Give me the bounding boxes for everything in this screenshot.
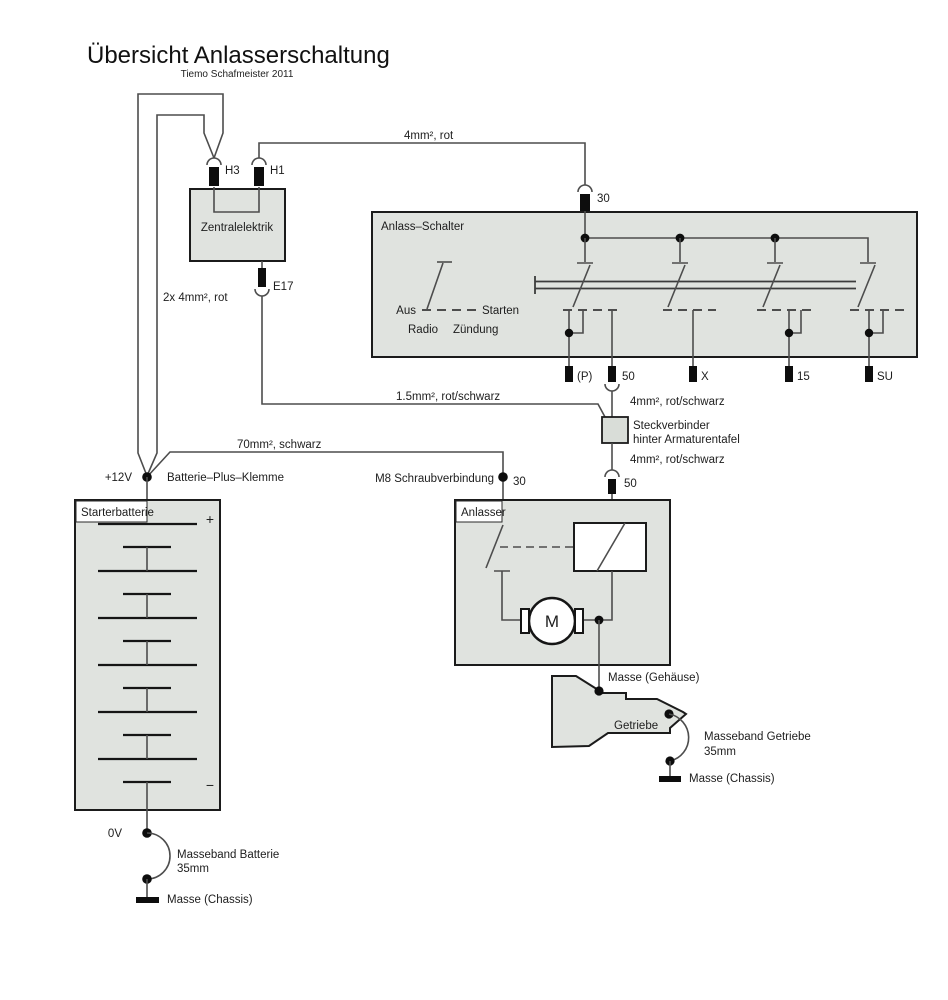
- zero-v-label: 0V: [107, 828, 122, 840]
- terminal-e17-label: E17: [273, 281, 294, 293]
- plug-arc-h1: [252, 158, 266, 165]
- terminal-30-label: 30: [597, 193, 610, 205]
- solenoid-box: [574, 523, 646, 571]
- pos-zuendung-label: Zündung: [453, 324, 499, 336]
- pos-aus-label: Aus: [396, 305, 416, 317]
- terminal-50: [608, 366, 616, 382]
- pos-starten-label: Starten: [482, 305, 520, 317]
- masseband-batterie-size: 35mm: [177, 863, 209, 875]
- motor-m-label: M: [544, 612, 560, 631]
- masseband-batterie-arc: [147, 833, 170, 879]
- terminal-h1: [254, 167, 264, 186]
- terminal-su: [865, 366, 873, 382]
- starterbatterie-label: Starterbatterie: [81, 507, 154, 519]
- terminal-x-label: X: [701, 371, 709, 383]
- terminal-h3: [209, 167, 219, 186]
- anlasser-component: [455, 500, 700, 691]
- terminal-su-label: SU: [877, 371, 893, 383]
- terminal-h1-label: H1: [270, 165, 285, 177]
- zentralelektrik-label: Zentralelektrik: [200, 222, 274, 234]
- terminal-50-anlasser-label: 50: [624, 478, 637, 490]
- wire-label-4mm-rs-bottom: 4mm², rot/schwarz: [630, 454, 725, 466]
- page-subtitle: Tiemo Schafmeister 2011: [180, 69, 294, 80]
- masseband-getriebe-label: Masseband Getriebe: [704, 731, 811, 743]
- m8-junction: [498, 472, 508, 482]
- plus-12v-label: +12V: [104, 472, 132, 484]
- chassis-ground-icon: [136, 897, 159, 903]
- pos-radio-label: Radio: [408, 324, 439, 336]
- masse-gehaeuse-label: Masse (Gehäuse): [608, 672, 700, 684]
- plug-arc-50-anlasser: [605, 470, 619, 477]
- chassis-ground-icon-getriebe: [659, 776, 681, 782]
- batterie-plus-klemme-label: Batterie–Plus–Klemme: [167, 472, 284, 484]
- motor-brush-left: [521, 609, 529, 633]
- junction-15: [785, 329, 793, 337]
- masse-chassis-label-battery: Masse (Chassis): [167, 894, 253, 906]
- terminal-30-anlasser-label: 30: [513, 476, 526, 488]
- battery-plus-sign: +: [205, 511, 215, 527]
- plug-arc-h3: [207, 158, 221, 165]
- anlass-schalter-label: Anlass–Schalter: [381, 221, 465, 233]
- plug-arc-30: [578, 185, 592, 192]
- masse-chassis-label-getriebe: Masse (Chassis): [689, 773, 775, 785]
- plug-arc-50: [605, 384, 619, 391]
- getriebe-label: Getriebe: [614, 720, 659, 732]
- anlass-schalter-component: [372, 185, 917, 391]
- wire-label-1-5mm: 1.5mm², rot/schwarz: [396, 391, 501, 403]
- battery-ground-strap: [108, 828, 279, 906]
- wire-label-2x4mm-rot: 2x 4mm², rot: [163, 292, 228, 304]
- terminal-30: [580, 194, 590, 211]
- steckverbinder-box: [602, 417, 628, 443]
- anlasser-label: Anlasser: [461, 507, 506, 519]
- battery-minus-sign: −: [205, 777, 215, 793]
- terminal-x: [689, 366, 697, 382]
- motor-brush-right: [575, 609, 583, 633]
- terminal-p: [565, 366, 573, 382]
- feed-wire-outer: [138, 94, 223, 476]
- plug-arc-e17: [255, 289, 269, 296]
- terminal-50-anlasser: [608, 479, 616, 494]
- switch-bottom-terminals: [565, 366, 893, 391]
- terminal-15: [785, 366, 793, 382]
- terminal-15-label: 15: [797, 371, 810, 383]
- feed-wires-battery-to-h3: [138, 94, 228, 476]
- masseband-batterie-label: Masseband Batterie: [177, 849, 280, 861]
- junction-p: [565, 329, 573, 337]
- masseband-getriebe-size: 35mm: [704, 746, 736, 758]
- terminal-e17: [258, 268, 266, 287]
- zentralelektrik-component: [190, 158, 293, 296]
- getriebe-wire-junction: [594, 686, 603, 695]
- terminal-50-label: 50: [622, 371, 635, 383]
- steckverbinder-label-2: hinter Armaturentafel: [633, 434, 740, 446]
- wire-h1-to-30: [259, 130, 585, 185]
- wire-label-70mm: 70mm², schwarz: [237, 439, 322, 451]
- wire-label-4mm-rot: 4mm², rot: [404, 130, 454, 142]
- wire-label-4mm-rs-top: 4mm², rot/schwarz: [630, 396, 725, 408]
- terminal-h3-label: H3: [225, 165, 240, 177]
- steckverbinder-label-1: Steckverbinder: [633, 420, 710, 432]
- page-title: Übersicht Anlasserschaltung: [87, 42, 390, 69]
- m8-label: M8 Schraubverbindung: [375, 473, 494, 485]
- getriebe-component: [552, 676, 811, 785]
- starterbatterie-component: [75, 477, 220, 833]
- terminal-p-label: (P): [577, 371, 593, 383]
- wire-4mm-rot: [259, 143, 585, 185]
- junction-su: [865, 329, 873, 337]
